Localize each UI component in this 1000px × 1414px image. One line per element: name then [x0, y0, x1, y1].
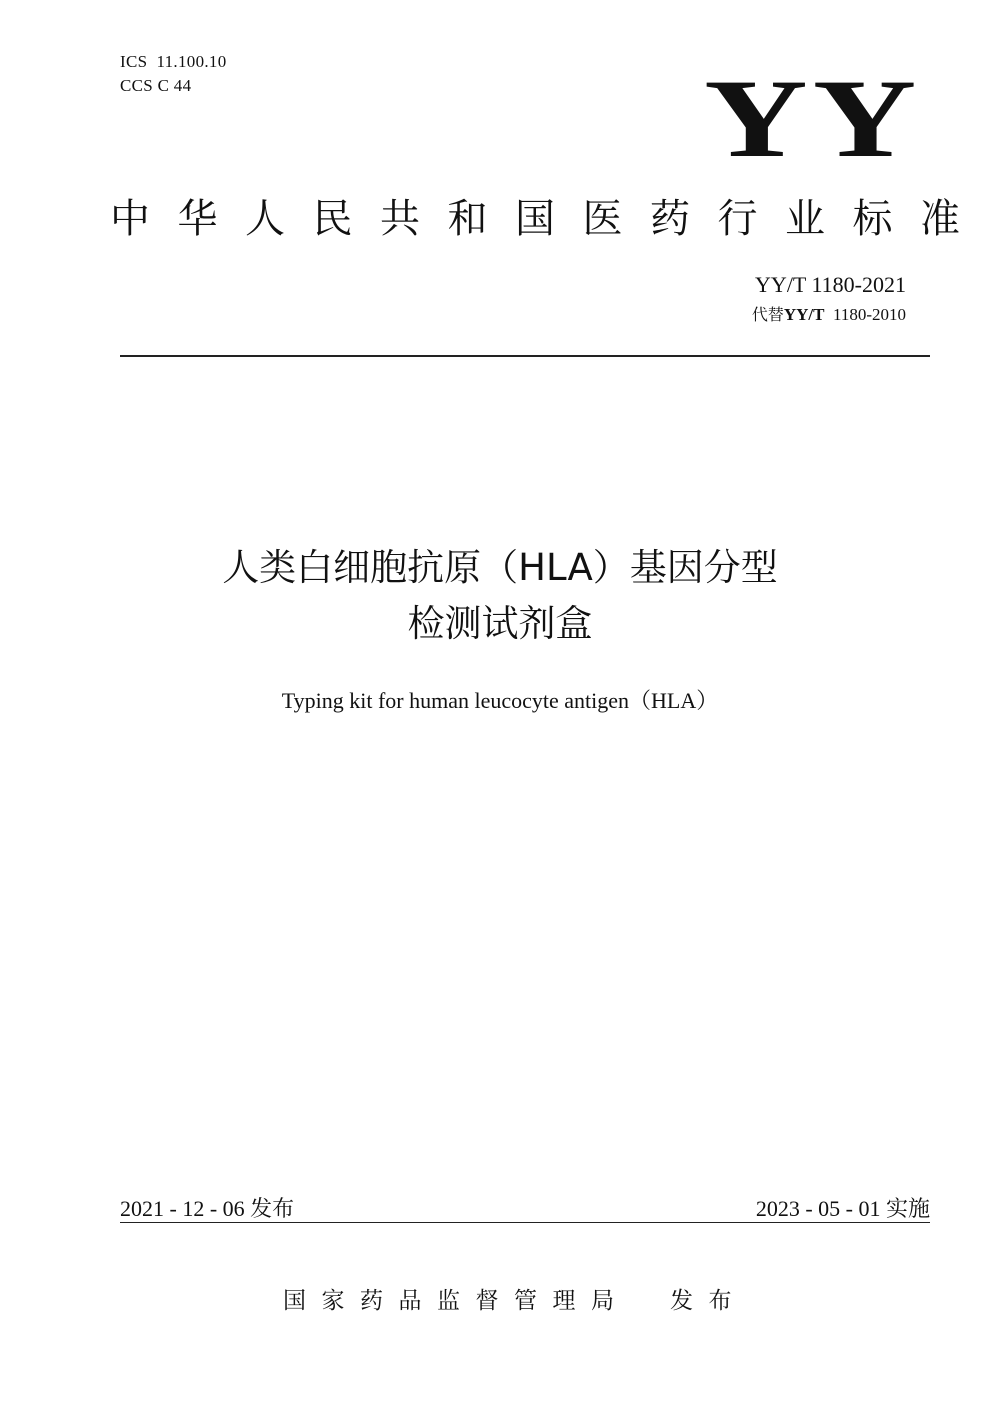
- document-title-cn: [0, 540, 1000, 652]
- yy-logo: YY: [704, 57, 922, 181]
- issue-date: 2021 - 12 - 06 发布: [120, 1196, 295, 1221]
- classification-codes: [120, 50, 227, 98]
- document-title-en: Typing kit for human leucocyte antigen（HLA）: [281, 688, 719, 713]
- replaces-code: YY/T: [783, 305, 825, 324]
- top-divider: [120, 355, 930, 357]
- standard-class-title: 中华人民共和国医药行业标准: [110, 196, 988, 242]
- bottom-divider: [120, 1222, 930, 1223]
- standard-number: YY/T 1180-2021: [755, 272, 906, 297]
- issuing-authority: 国家药品监督管理局: [283, 1288, 630, 1314]
- ics-code: ICS 11.100.10: [120, 52, 227, 71]
- replaces-number: 1180-2010: [824, 305, 906, 324]
- replaces-standard: [752, 302, 906, 328]
- issue-word: 发布: [670, 1288, 747, 1314]
- ccs-code: CCS C 44: [120, 76, 192, 95]
- title-cn-line-1: 人类白细胞抗原（HLA）基因分型: [222, 546, 778, 589]
- replaces-prefix: 代替: [751, 305, 784, 324]
- implementation-date: 2023 - 05 - 01 实施: [755, 1196, 930, 1221]
- title-cn-line-2: 检测试剂盒: [407, 602, 593, 645]
